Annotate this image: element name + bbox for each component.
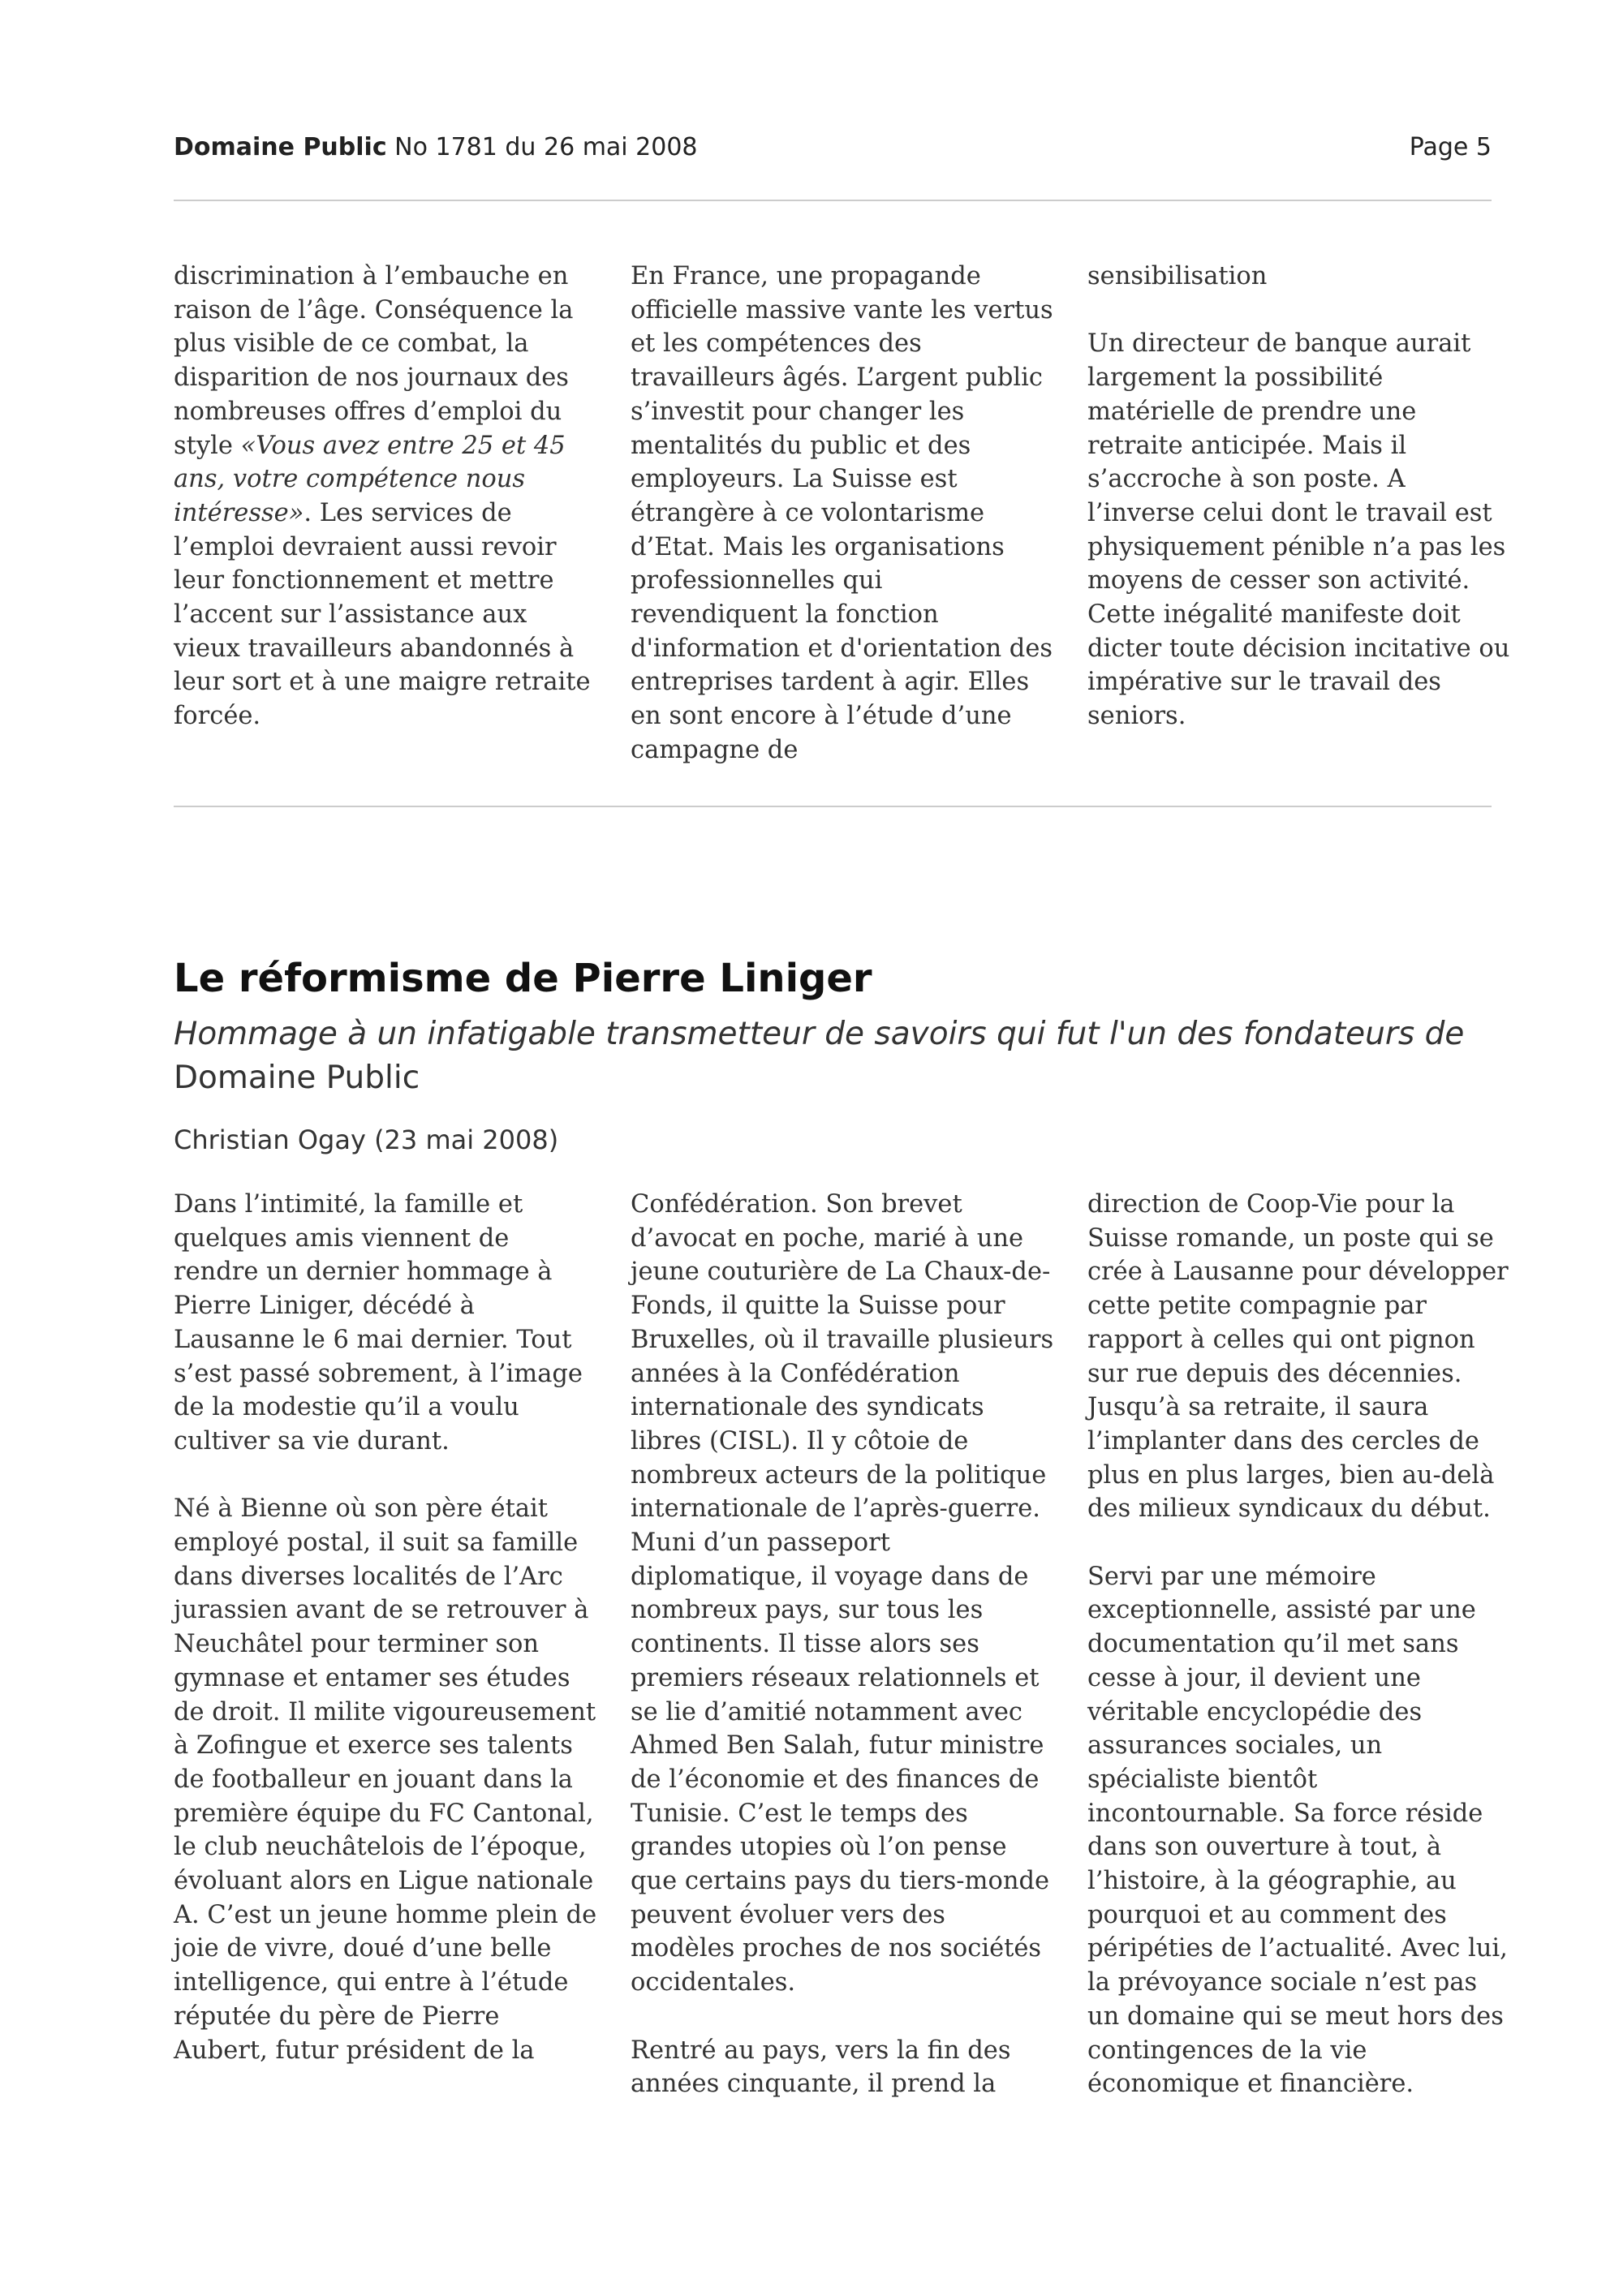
article-column-3 bbox=[1087, 1188, 1512, 2101]
article-col3-paragraph-1: direction de Coop-Vie pour la Suisse romande, un poste qui se crée à Lausanne pour développer cette petite compagnie par rapport à celles qui ont pignon sur rue depuis des décennies. Jusqu’à sa retraite, il saura l’implanter dans des cercles de plus en plus larges, bien au-delà des milieux syndicaux du début. bbox=[1087, 1190, 1509, 1524]
page-header bbox=[174, 133, 1492, 161]
top-col1-paragraph bbox=[174, 260, 598, 733]
page-number: Page 5 bbox=[1409, 133, 1492, 161]
job-ad-quote: «Vous avez entre 25 et 45 ans, votre compétence nous intéresse» bbox=[174, 431, 566, 527]
issue-info: No 1781 du 26 mai 2008 bbox=[394, 133, 698, 161]
article-col1-paragraph-1: Dans l’intimité, la famille et quelques amis viennent de rendre un dernier hommage à Pierre Liniger, décédé à Lausanne le 6 mai dernier. Tout s’est passé sobrement, à l’image de la modestie qu’il a voulu cultiver sa vie durant. bbox=[174, 1190, 583, 1455]
publication-name: Domaine Public bbox=[174, 133, 387, 161]
article-subtitle bbox=[174, 1013, 1492, 1100]
article-col2-paragraph-1: Confédération. Son brevet d’avocat en poche, marié à une jeune couturière de La Chaux-de-Fonds, il quitte la Suisse pour Bruxelles, où il travaille plusieurs années à la Confédération internationale des syndicats libres (CISL). Il y côtoie de nombreux acteurs de la politique internationale de l’après-guerre. Muni d’un passeport diplomatique, il voyage dans de nombreux pays, sur tous les continents. Il tisse alors ses premiers réseaux relationnels et se lie d’amitié notamment avec Ahmed Ben Salah, futur ministre de l’économie et des finances de Tunisie. C’est le temps des grandes utopies où l’on pense que certains pays du tiers-monde peuvent évoluer vers des modèles proches de nos sociétés occidentales. bbox=[631, 1190, 1054, 1997]
text-run: discrimination à l’embauche en raison de l’âge. Conséquence la plus visible de ce combat, la disparition de nos journaux des nombreuses offres d’emploi du style bbox=[174, 262, 574, 460]
article-byline: Christian Ogay (23 mai 2008) bbox=[174, 1124, 559, 1155]
article-col1-paragraph-2: Né à Bienne où son père était employé postal, il suit sa famille dans diverses localités de l’Arc jurassien avant de se retrouver à Neuchâtel pour terminer son gymnase et entamer ses études de droit. Il milite vigoureusement à Zofingue et exerce ses talents de footballeur en jouant dans la première équipe du FC Cantonal, le club neuchâtelois de l’époque, évoluant alors en Ligue nationale A. C’est un jeune homme plein de joie de vivre, doué d’une belle intelligence, qui entre à l’étude réputée du père de Pierre Aubert, futur président de la bbox=[174, 1494, 597, 2065]
article-col2-paragraph-2: Rentré au pays, vers la fin des années cinquante, il prend la bbox=[631, 2036, 1011, 2099]
top-col3-paragraph-2: Un directeur de banque aurait largement la possibilité matérielle de prendre une retraite anticipée. Mais il s’accroche à son poste. A l’inverse celui dont le travail est physiquement pénible n’a pas les moyens de cesser son activité. Cette inégalité manifeste doit dicter toute décision incitative ou impérative sur le travail des seniors. bbox=[1087, 329, 1510, 731]
text-run: . Les services de l’emploi devraient aussi revoir leur fonctionnement et mettre l’accent sur l’assistance aux vieux travailleurs abandonnés à leur sort et à une maigre retraite forcée. bbox=[174, 498, 591, 731]
header-publication-line bbox=[174, 133, 698, 161]
article-title: Le réformisme de Pierre Liniger bbox=[174, 956, 872, 1001]
subtitle-text: Hommage à un infatigable transmetteur de savoirs qui fut l'un des fondateurs de bbox=[174, 1016, 1465, 1052]
top-column-3 bbox=[1087, 260, 1512, 767]
article-columns bbox=[174, 1188, 1509, 2101]
top-article-columns bbox=[174, 260, 1510, 767]
subtitle-publication-name: Domaine Public bbox=[174, 1060, 420, 1096]
article-col3-paragraph-2: Servi par une mémoire exceptionnelle, assisté par une documentation qu’il met sans cesse à jour, il devient une véritable encyclopédie des assurances sociales, un spécialiste bientôt incontournable. Sa force réside dans son ouverture à tout, à l’histoire, à la géographie, au pourquoi et au comment des péripéties de l’actualité. Avec lui, la prévoyance sociale n’est pas un domaine qui se meut hors des contingences de la vie économique et financière. bbox=[1087, 1562, 1508, 2099]
top-col2-paragraph: En France, une propagande officielle massive vante les vertus et les compétences des travailleurs âgés. L’argent public s’investit pour changer les mentalités du public et des employeurs. La Suisse est étrangère à ce volontarisme d’Etat. Mais les organisations professionnelles qui revendiquent la fonction d'information et d'orientation des entreprises tardent à agir. Elles en sont encore à l’étude d’une campagne de bbox=[631, 262, 1053, 764]
top-column-1 bbox=[174, 260, 598, 767]
article-column-2 bbox=[631, 1188, 1055, 2101]
header-divider bbox=[174, 200, 1492, 201]
top-col3-paragraph-1: sensibilisation bbox=[1087, 262, 1268, 290]
article-column-1 bbox=[174, 1188, 598, 2101]
section-divider bbox=[174, 806, 1492, 807]
top-column-2 bbox=[631, 260, 1055, 767]
